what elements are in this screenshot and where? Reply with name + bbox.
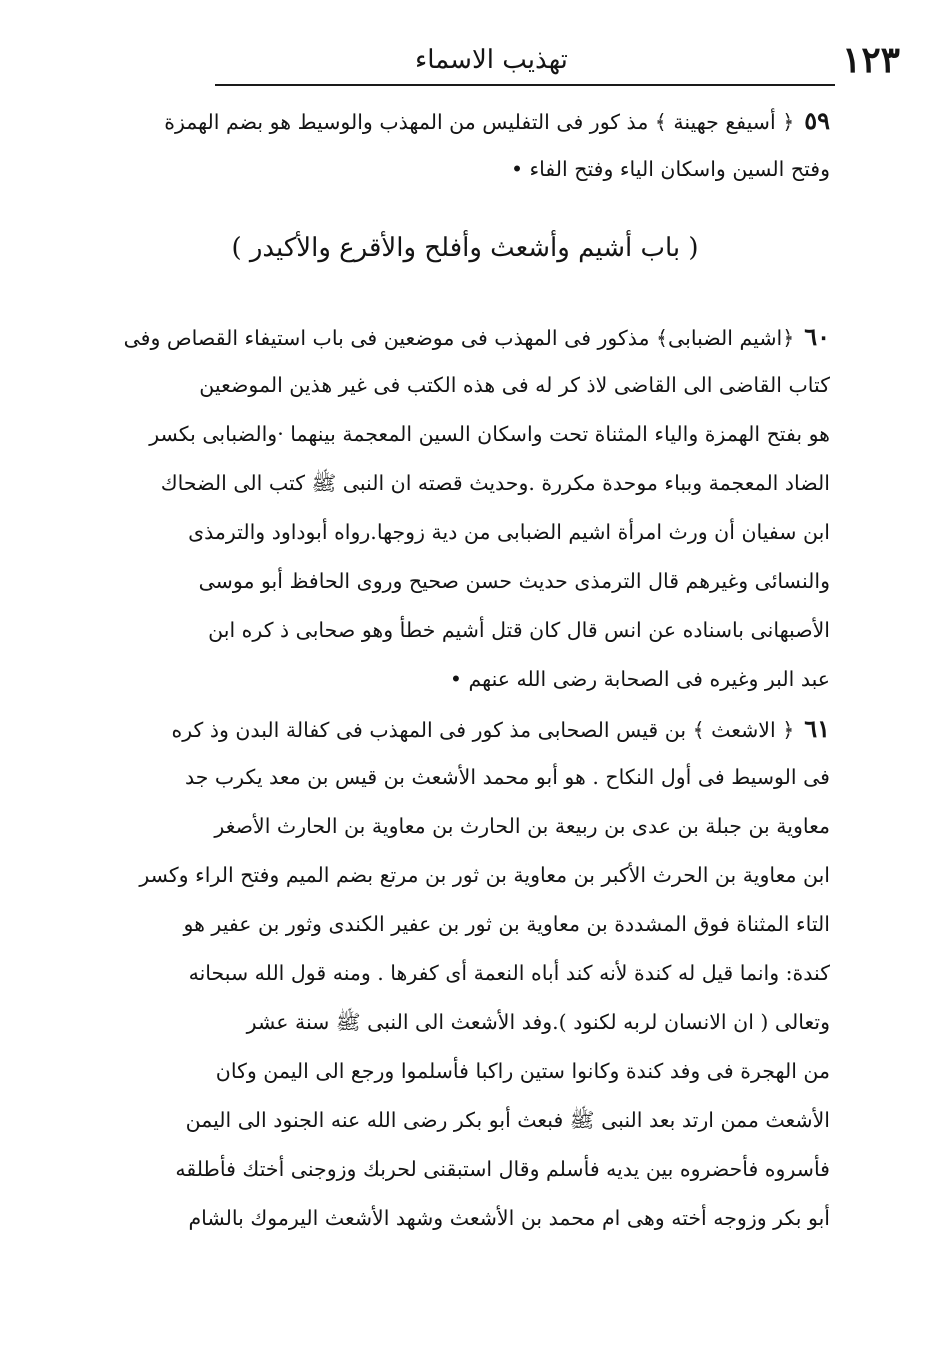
running-title: تهذيب الاسماء xyxy=(415,45,568,75)
text-line: ٦٠﴿اشيم الضبابى﴾ مذكور فى المهذب فى موضعين فى باب استيفاء القصاص وفى xyxy=(123,322,830,351)
text-line: هو بفتح الهمزة والياء المثناة تحت واسكان السين المعجمة بينهما ·والضبابى بكسر xyxy=(149,422,830,446)
page-body xyxy=(100,96,830,1243)
text-line: عبد البر وغيره فى الصحابة رضى الله عنهم • xyxy=(449,667,830,691)
page-header xyxy=(215,38,900,82)
entry-number: ٥٩ xyxy=(804,106,830,135)
text-line: فأسروه فأحضروه بين يديه فأسلم وقال استبقنى لحربك وزوجنى أختك فأطلقه xyxy=(175,1157,830,1181)
text-line: التاء المثناة فوق المشددة بن معاوية بن ثور بن عفير الكندى وثور بن عفير هو xyxy=(183,912,830,936)
text-line: كتاب القاضى الى القاضى لاذ كر له فى هذه الكتب فى غير هذين الموضعين xyxy=(199,373,830,397)
page-number: ١٢٣ xyxy=(841,39,900,81)
entry-60 xyxy=(100,312,830,704)
text-line: الأصبهانى باسناده عن انس قال كان قتل أشيم خطأ وهو صحابى ذ كره ابن xyxy=(208,618,830,642)
text-line: معاوية بن جبلة بن عدى بن ربيعة بن الحارث بن معاوية بن الحارث الأصغر xyxy=(214,814,830,838)
text-line: والنسائى وغيرهم قال الترمذى حديث حسن صحيح وروى الحافظ أبو موسى xyxy=(198,569,830,593)
text-line: وتعالى ( ان الانسان لربه لكنود ).وفد الأشعث الى النبى ﷺ سنة عشر xyxy=(246,1010,830,1034)
text-line: ابن سفيان أن ورث امرأة اشيم الضبابى من دية زوجها.رواه أبوداود والترمذى xyxy=(188,520,830,544)
text-line: ٦١﴿ الاشعث ﴾ بن قيس الصحابى مذ كور فى المهذب فى كفالة البدن وذ كره xyxy=(171,714,830,743)
section-heading: ( باب أشيم وأشعث وأفلح والأقرع والأكيدر ) xyxy=(231,233,699,263)
header-rule xyxy=(215,84,835,86)
text-line: أبو بكر وزوجه أخته وهى ام محمد بن الأشعث وشهد الأشعث اليرموك بالشام xyxy=(188,1206,830,1230)
text-line: كندة: وانما قيل له كندة لأنه كند أباه النعمة أى كفرها . ومنه قول الله سبحانه xyxy=(188,961,830,985)
text-line: فى الوسيط فى أول النكاح . هو أبو محمد الأشعث بن قيس بن معد يكرب جد xyxy=(184,765,830,789)
text-line: ابن معاوية بن الحرث الأكبر بن معاوية بن ثور بن مرتع بضم الميم وفتح الراء وكسر xyxy=(139,863,830,887)
text-line: وفتح السين واسكان الياء وفتح الفاء • xyxy=(510,157,830,181)
text-line: ٥٩﴿ أسيفع جهينة ﴾ مذ كور فى التفليس من المهذب والوسيط هو بضم الهمزة xyxy=(164,106,830,135)
text-line: الأشعث ممن ارتد بعد النبى ﷺ فبعث أبو بكر رضى الله عنه الجنود الى اليمن xyxy=(185,1108,830,1132)
text-line: الضاد المعجمة وبباء موحدة مكررة .وحديث قصته ان النبى ﷺ كتب الى الضحاك xyxy=(160,471,830,495)
entry-number: ٦١ xyxy=(804,714,830,743)
entry-59 xyxy=(100,96,830,194)
entry-number: ٦٠ xyxy=(804,322,830,351)
text-line: من الهجرة فى وفد كندة وكانوا ستين راكبا فأسلموا ورجع الى اليمن وكان xyxy=(215,1059,830,1083)
entry-61 xyxy=(100,704,830,1243)
